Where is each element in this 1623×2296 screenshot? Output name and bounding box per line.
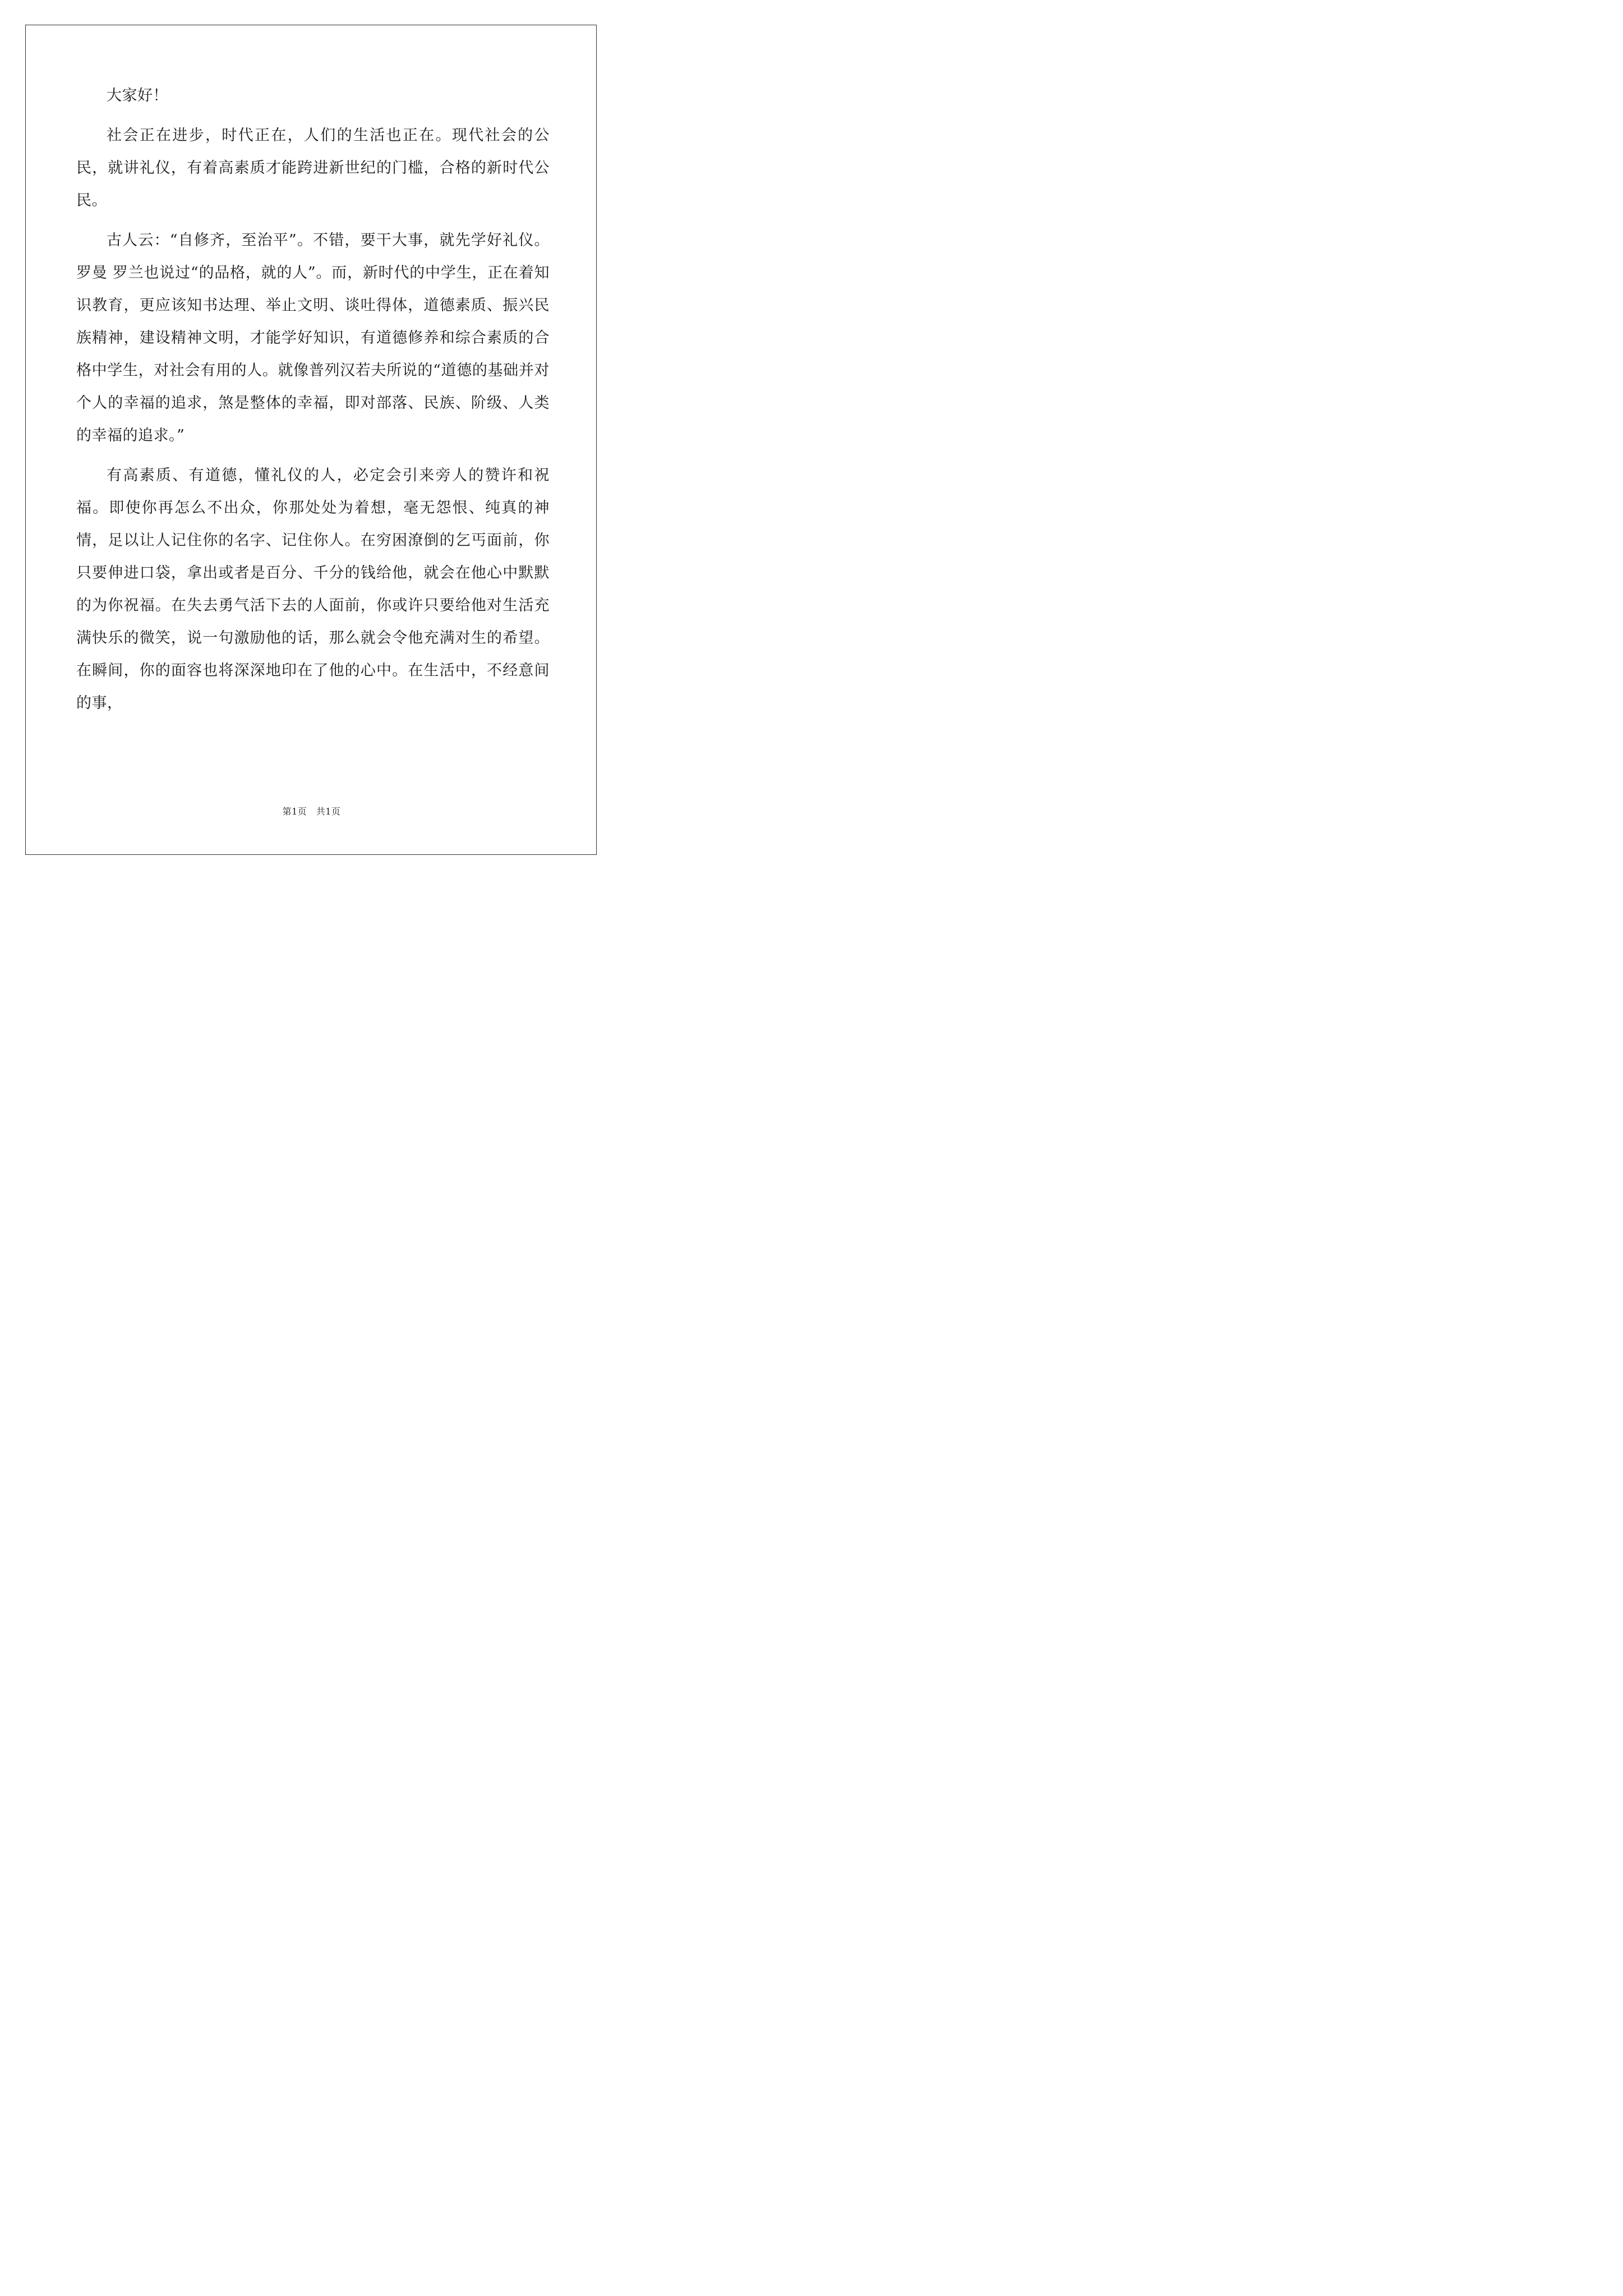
document-body [76, 80, 550, 727]
paragraph: 有高素质、有道德，懂礼仪的人，必定会引来旁人的赞许和祝福。即使你再怎么不出众，你那处处为着想，毫无怨恨、纯真的神情，足以让人记住你的名字、记住你人。在穷困潦倒的乞丐面前，你只要伸进口袋，拿出或者是百分、千分的钱给他，就会在他心中默默的为你祝福。在失去勇气活下去的人面前，你或许只要给他对生活充满快乐的微笑，说一句激励他的话，那么就会令他充满对生的希望。在瞬间，你的面容也将深深地印在了他的心中。在生活中，不经意间的事， [76, 467, 550, 712]
paragraph: 古人云：“自修齐，至治平”。不错，要干大事，就先学好礼仪。罗曼 罗兰也说过“的品格，就的人”。而，新时代的中学生，正在着知识教育，更应该知书达理、举止文明、谈吐得体，道德素质、振兴民族精神，建设精神文明，才能学好知识，有道德修养和综合素质的合格中学生，对社会有用的人。就像普列汉若夫所说的“道德的基础并对个人的幸福的追求，煞是整体的幸福，即对部落、民族、阶级、人类的幸福的追求。” [76, 232, 550, 444]
paragraph-greeting: 大家好！ [107, 87, 168, 104]
paragraph: 社会正在进步，时代正在，人们的生活也正在。现代社会的公民，就讲礼仪，有着高素质才能跨进新世纪的门槛，合格的新时代公民。 [76, 127, 550, 209]
page-number-footer: 第1页 共1页 [282, 806, 341, 817]
